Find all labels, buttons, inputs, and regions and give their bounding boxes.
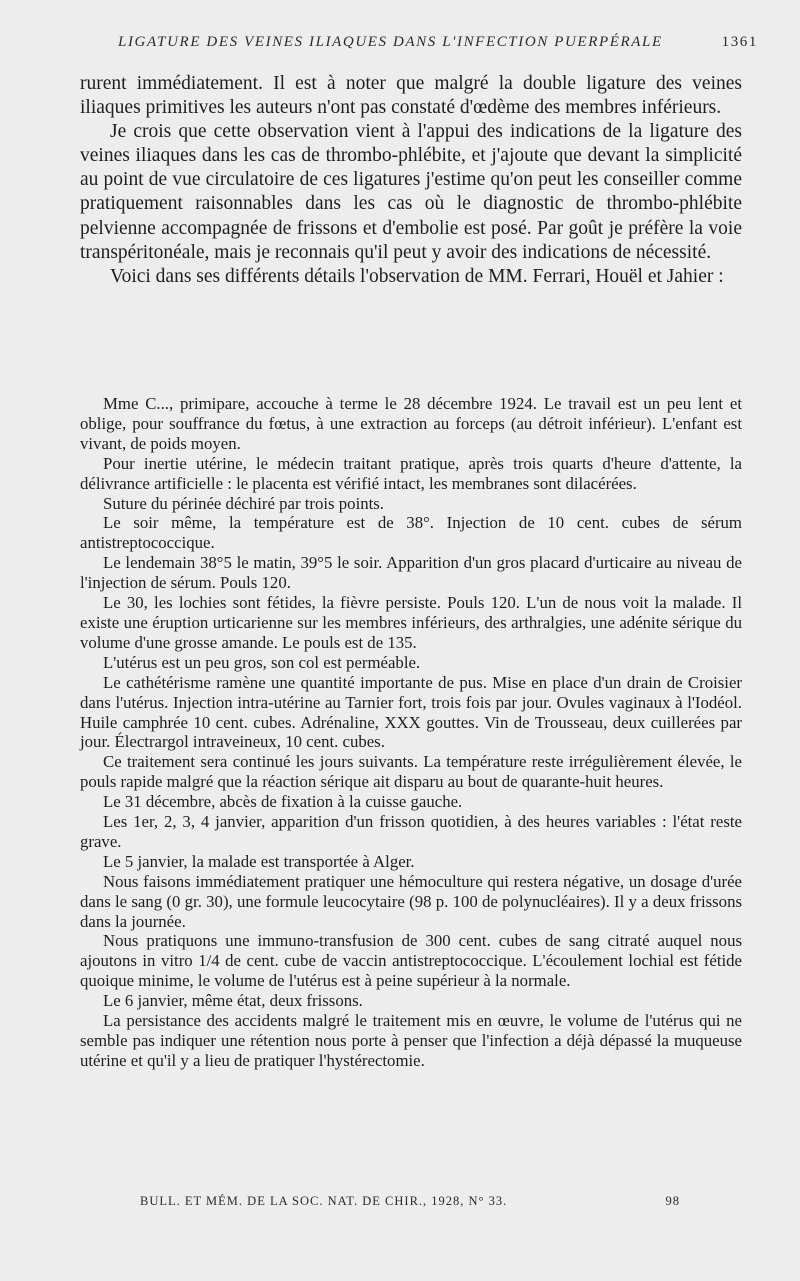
observation-text bbox=[80, 394, 742, 1071]
observation-paragraph: Le 30, les lochies sont fétides, la fièvre persiste. Pouls 120. L'un de nous voit la malade. Il existe une éruption urticarienne sur les membres inférieurs, des arthralgies, une adénite sérique du volume d'une grosse amande. Le pouls est de 135. bbox=[80, 593, 742, 652]
observation-paragraph: Le lendemain 38°5 le matin, 39°5 le soir. Apparition d'un gros placard d'urticaire au niveau de l'injection de sérum. Pouls 120. bbox=[80, 553, 742, 593]
intro-text bbox=[80, 72, 742, 289]
footer bbox=[140, 1194, 680, 1209]
running-header bbox=[118, 34, 758, 51]
observation-paragraph: Les 1er, 2, 3, 4 janvier, apparition d'un frisson quotidien, à des heures variables : l'état reste grave. bbox=[80, 812, 742, 851]
observation-paragraph: Le soir même, la température est de 38°. Injection de 10 cent. cubes de sérum antistreptococcique. bbox=[80, 513, 742, 553]
observation-paragraph: Le 5 janvier, la malade est transportée à Alger. bbox=[103, 851, 415, 871]
observation-paragraph: L'utérus est un peu gros, son col est perméable. bbox=[103, 652, 421, 672]
observation-paragraph: Nous faisons immédiatement pratiquer une hémoculture qui restera négative, un dosage d'urée dans le sang (0 gr. 30), une formule leucocytaire (98 p. 100 de polynucléaires). Il y a deux frissons dans la journée. bbox=[80, 871, 742, 931]
observation-paragraph: Le 31 décembre, abcès de fixation à la cuisse gauche. bbox=[103, 792, 463, 812]
page-number: 1361 bbox=[721, 34, 758, 50]
observation-paragraph: Nous pratiquons une immuno-transfusion de 300 cent. cubes de sang citraté auquel nous ajoutons in vitro 1/4 de cent. cube de vaccin antistreptococcique. L'écoulement lochial est fétide quoique minime, le volume de l'utérus est à peine supérieur à la normale. bbox=[80, 931, 742, 991]
observation-paragraph: Mme C..., primipare, accouche à terme le 28 décembre 1924. Le travail est un peu lent et oblige, pour souffrance du fœtus, à une extraction au forceps (au détroit inférieur). L'enfant est vivant, de poids moyen. bbox=[80, 394, 742, 453]
observation-paragraph: Suture du périnée déchiré par trois points. bbox=[103, 493, 385, 513]
journal-citation: BULL. ET MÉM. DE LA SOC. NAT. DE CHIR., 1928, N° 33. bbox=[140, 1194, 508, 1208]
intro-paragraph: rurent immédiatement. Il est à noter que malgré la double ligature des veines iliaques primitives les auteurs n'ont pas constaté d'œdème des membres inférieurs. bbox=[80, 73, 742, 119]
observation-paragraph: La persistance des accidents malgré le traitement mis en œuvre, le volume de l'utérus qui ne semble pas indiquer une rétention nous porte à penser que l'infection a déjà dépassé la muqueuse utérine et qu'il y a lieu de pratiquer l'hystérectomie. bbox=[80, 1011, 742, 1070]
running-title: LIGATURE DES VEINES ILIAQUES DANS L'INFECTION PUERPÉRALE bbox=[118, 34, 663, 50]
observation-paragraph: Le 6 janvier, même état, deux frissons. bbox=[103, 991, 363, 1011]
observation-paragraph: Pour inertie utérine, le médecin traitant pratique, après trois quarts d'heure d'attente, la délivrance artificielle : le placenta est vérifié intact, les membranes sont dilacérées. bbox=[80, 453, 742, 493]
signature-mark: 98 bbox=[665, 1194, 680, 1208]
intro-paragraph: Je crois que cette observation vient à l'appui des indications de la ligature des veines iliaques dans les cas de thrombo-phlébite, et j'ajoute que devant la simplicité au point de vue circulatoire de ces ligatures j'estime qu'on peut les conseiller comme pratiquement raisonnables dans les cas où le diagnostic de thrombo-phlébite pelvienne accompagnée de frissons et d'embolie est posé. Par goût je préfère la voie transpéritonéale, mais je reconnais qu'il peut y avoir des indications de nécessité. bbox=[80, 121, 742, 263]
intro-paragraph: Voici dans ses différents détails l'observation de MM. Ferrari, Houël et Jahier : bbox=[110, 265, 724, 287]
observation-paragraph: Ce traitement sera continué les jours suivants. La température reste irrégulièrement élevée, le pouls rapide malgré que la réaction sérique ait disparu au bout de quarante-huit heures. bbox=[80, 752, 742, 792]
observation-paragraph: Le cathétérisme ramène une quantité importante de pus. Mise en place d'un drain de Croisier dans l'utérus. Injection intra-utérine au Tarnier fort, trois fois par jour. Ovules vaginaux à l'Iodéol. Huile camphrée 10 cent. cubes. Adrénaline, XXX gouttes. Vin de Trousseau, deux cuillerées par jour. Électrargol intraveineux, 10 cent. cubes. bbox=[80, 672, 742, 752]
